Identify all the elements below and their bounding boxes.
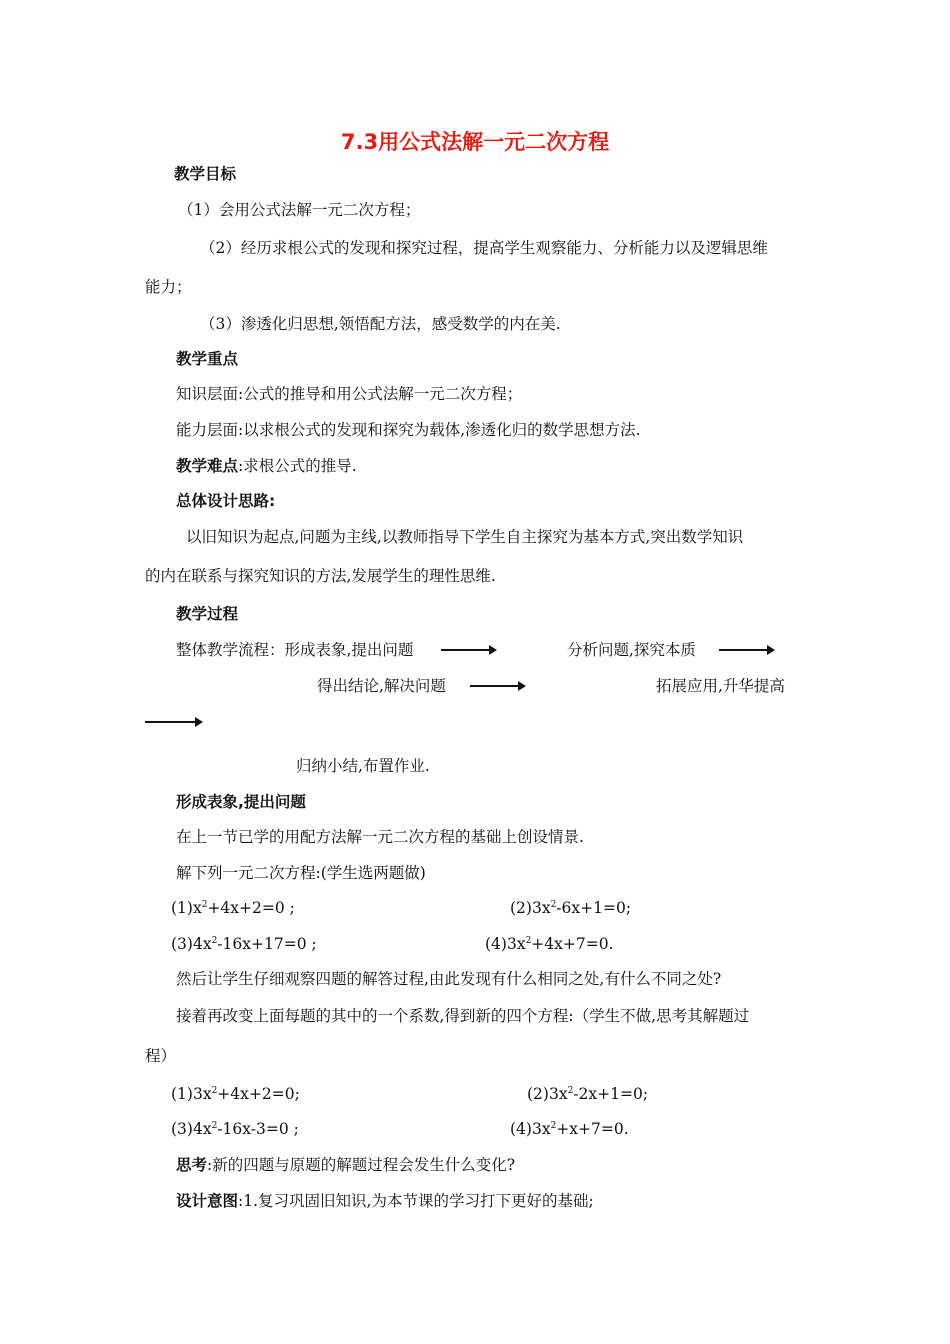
new-equation-2: $(2)3x^2-2x+1=0$;	[527, 1085, 649, 1103]
difficulty-heading: 教学难点	[176, 457, 239, 475]
section1-heading: 形成表象,提出问题	[176, 793, 306, 811]
process-heading: 教学过程	[176, 605, 239, 623]
flow-step-3: 得出结论,解决问题	[317, 677, 446, 695]
intent-text: :1.复习巩固旧知识,为本节课的学习打下更好的基础;	[238, 1192, 594, 1210]
section1-change-cont: 程）	[145, 1047, 177, 1065]
key-points-heading: 教学重点	[176, 350, 239, 368]
section1-task: 解下列一元二次方程:(学生选两题做)	[176, 864, 426, 882]
goal-1: （1）会用公式法解一元二次方程；	[178, 201, 421, 219]
design-heading: 总体设计思路:	[176, 492, 276, 510]
new-equation-1: $(1)3x^2+4x+2=0$;	[171, 1085, 300, 1103]
design-text: 以旧知识为起点,问题为主线,以教师指导下学生自主探究为基本方式,突出数学知识	[186, 528, 744, 546]
design-text-cont: 的内在联系与探究知识的方法,发展学生的理性思维.	[145, 567, 496, 585]
goal-2: （2）经历求根公式的发现和探究过程，提高学生观察能力、分析能力以及逻辑思维	[200, 239, 768, 257]
think-heading: 思考	[176, 1156, 208, 1174]
equation-3: $(3)4x^2-16x+17=0$ ;	[171, 935, 317, 953]
goal-3: （3）渗透化归思想,领悟配方法，感受数学的内在美.	[200, 315, 561, 333]
intent-heading: 设计意图	[176, 1192, 239, 1210]
section1-intro: 在上一节已学的用配方法解一元二次方程的基础上创设情景.	[176, 828, 584, 846]
key-point-ability: 能力层面:以求根公式的发现和探究为载体,渗透化归的数学思想方法.	[176, 421, 641, 439]
section1-change: 接着再改变上面每题的其中的一个系数,得到新的四个方程:（学生不做,思考其解题过	[176, 1007, 750, 1025]
document-title: 7.3用公式法解一元二次方程	[340, 130, 610, 154]
flow-arrow-2	[719, 649, 769, 651]
flow-arrow-3	[470, 685, 520, 687]
difficulty-text: :求根公式的推导.	[238, 457, 357, 475]
think-line	[176, 1155, 515, 1175]
flow-step-5: 归纳小结,布置作业.	[296, 757, 430, 775]
intent-line	[176, 1191, 594, 1211]
think-text: :新的四题与原题的解题过程会发生什么变化?	[207, 1156, 516, 1174]
flow-step-2: 分析问题,探究本质	[567, 641, 696, 659]
key-point-knowledge: 知识层面:公式的推导和用公式法解一元二次方程；	[176, 385, 523, 403]
equation-1: $(1)x^2+4x+2=0$ ;	[171, 899, 295, 917]
goals-heading: 教学目标	[174, 165, 237, 183]
flow-step-1: 整体教学流程：形成表象,提出问题	[176, 641, 414, 659]
section1-observe: 然后让学生仔细观察四题的解答过程,由此发现有什么相同之处,有什么不同之处?	[176, 970, 722, 988]
new-equation-3: $(3)4x^2-16x-3=0$ ;	[171, 1120, 299, 1138]
equation-2: $(2)3x^2-6x+1=0$;	[510, 899, 632, 917]
flow-arrow-1	[441, 649, 491, 651]
difficulty-line	[176, 456, 357, 476]
flow-arrow-4	[145, 721, 197, 723]
equation-4: $(4)3x^2+4x+7=0$.	[485, 935, 614, 953]
flow-step-4: 拓展应用,升华提高	[656, 677, 785, 695]
goal-2-cont: 能力；	[145, 278, 192, 296]
new-equation-4: $(4)3x^2+x+7=0$.	[510, 1120, 629, 1138]
